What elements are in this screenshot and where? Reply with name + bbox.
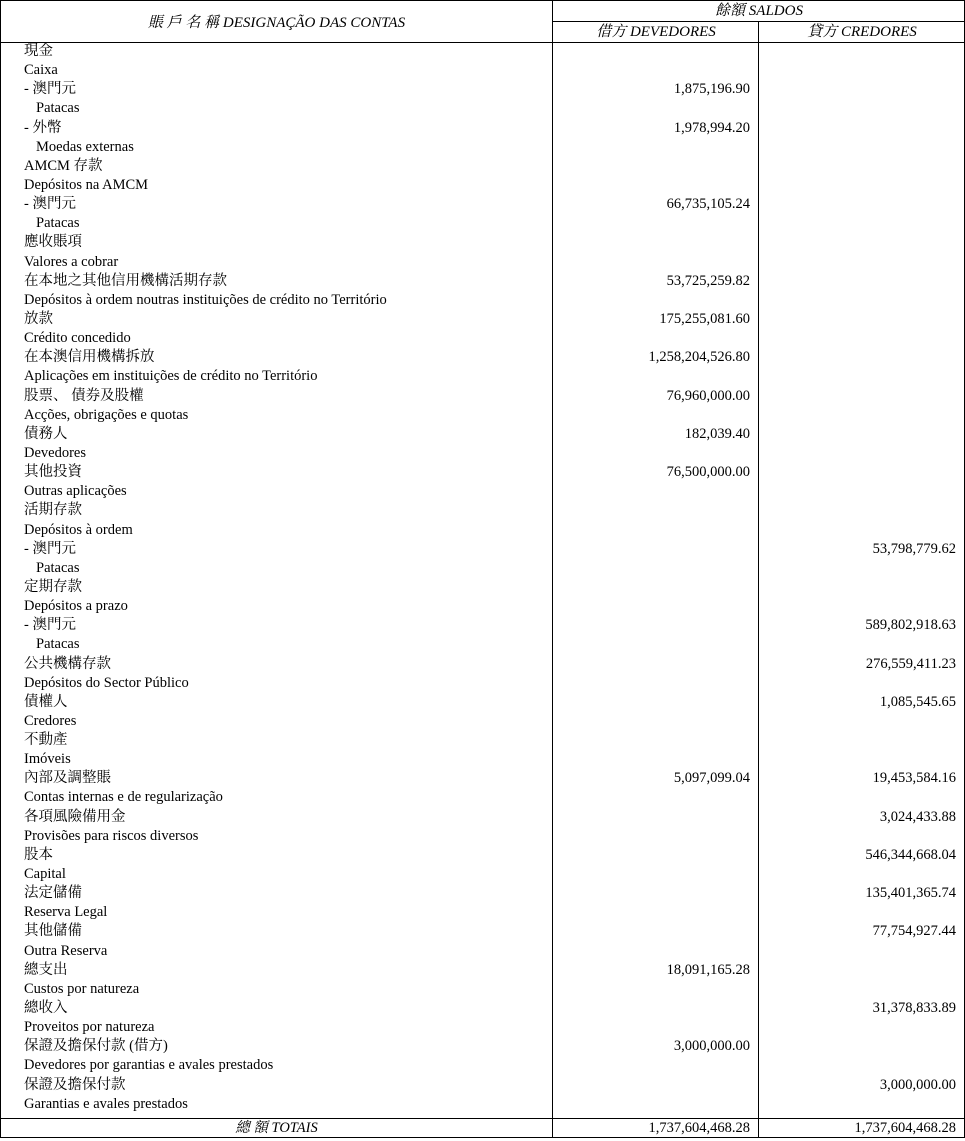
table-row [1, 501, 964, 520]
credores-value: 546,344,668.04 [865, 846, 956, 863]
account-label: 總支出 [24, 961, 68, 978]
table-row [1, 616, 964, 635]
credores-value: 3,024,433.88 [879, 808, 956, 825]
table-row [1, 329, 964, 348]
table-row [1, 42, 964, 61]
account-label: Imóveis [24, 751, 71, 768]
credores-value: 31,378,833.89 [872, 1000, 956, 1017]
account-label: 股票、 債券及股權 [24, 387, 144, 404]
devedores-value: 53,725,259.82 [666, 272, 750, 289]
account-label: Patacas [36, 215, 80, 232]
table-row [1, 521, 964, 540]
account-label: 活期存款 [24, 502, 82, 519]
table-row [1, 540, 964, 559]
table-row [1, 712, 964, 731]
table-row [1, 731, 964, 750]
table-row [1, 865, 964, 884]
devedores-value: 1,258,204,526.80 [648, 349, 750, 366]
table-row [1, 808, 964, 827]
totals-credores: 1,737,604,468.28 [854, 1120, 956, 1136]
account-label: - 澳門元 [24, 196, 76, 213]
account-label: Crédito concedido [24, 330, 131, 347]
table-body [1, 42, 964, 1114]
credores-value: 1,085,545.65 [879, 693, 956, 710]
devedores-value: 66,735,105.24 [666, 196, 750, 213]
totals-label: 總 額 TOTAIS [235, 1120, 318, 1136]
totals-devedores: 1,737,604,468.28 [648, 1120, 750, 1136]
table-row [1, 999, 964, 1018]
table-row [1, 750, 964, 769]
table-row [1, 846, 964, 865]
table-row [1, 597, 964, 616]
designation-header: 賬 戶 名 稱 DESIGNAÇÃO DAS CONTAS [147, 15, 406, 31]
table-row [1, 1037, 964, 1056]
account-label: 債權人 [24, 693, 68, 710]
account-label: Depósitos do Sector Público [24, 674, 189, 691]
account-label: Caixa [24, 62, 58, 79]
table-header [1, 1, 964, 43]
account-label: Depósitos à ordem noutras instituições de crédito no Território [24, 291, 387, 308]
account-label: 其他投資 [24, 464, 82, 481]
table-row [1, 157, 964, 176]
table-row [1, 253, 964, 272]
devedores-value: 76,500,000.00 [666, 464, 750, 481]
table-row [1, 387, 964, 406]
account-label: Outra Reserva [24, 942, 108, 959]
account-label: Garantias e avales prestados [24, 1095, 188, 1112]
account-label: Outras aplicações [24, 483, 127, 500]
table-row [1, 61, 964, 80]
table-row [1, 233, 964, 252]
table-row [1, 827, 964, 846]
account-label: 應收賬項 [24, 234, 82, 251]
table-row [1, 463, 964, 482]
table-row [1, 674, 964, 693]
table-row [1, 559, 964, 578]
account-label: Contas internas e de regularização [24, 789, 223, 806]
account-label: 放款 [24, 310, 53, 327]
table-row [1, 693, 964, 712]
table-row [1, 444, 964, 463]
account-label: Reserva Legal [24, 904, 108, 921]
account-label: 內部及調整賬 [24, 770, 111, 787]
devedores-value: 175,255,081.60 [659, 310, 750, 327]
account-label: Moedas externas [36, 138, 134, 155]
table-row [1, 961, 964, 980]
account-label: 保證及擔保付款 [24, 1076, 126, 1093]
account-label: 債務人 [24, 425, 68, 442]
table-row [1, 214, 964, 233]
account-label: 在本地之其他信用機構活期存款 [24, 272, 227, 289]
table-row [1, 80, 964, 99]
account-label: Devedores [24, 444, 87, 461]
table-row [1, 980, 964, 999]
account-label: AMCM 存款 [24, 157, 103, 174]
table-row [1, 176, 964, 195]
table-row [1, 1095, 964, 1114]
table-row [1, 1056, 964, 1075]
devedores-value: 5,097,099.04 [673, 770, 750, 787]
account-label: 股本 [24, 846, 53, 863]
account-label: Aplicações em instituições de crédito no Território [24, 368, 318, 385]
account-label: - 澳門元 [24, 617, 76, 634]
account-label: Devedores por garantias e avales prestados [24, 1057, 274, 1074]
devedores-value: 1,978,994.20 [673, 119, 750, 136]
saldos-header: 餘額 SALDOS [552, 1, 965, 22]
table-row [1, 769, 964, 788]
devedores-value: 1,875,196.90 [673, 81, 750, 98]
devedores-header: 借方 DEVEDORES [552, 22, 759, 42]
table-row [1, 138, 964, 157]
account-label: Patacas [36, 636, 80, 653]
credores-value: 3,000,000.00 [879, 1076, 956, 1093]
table-row [1, 578, 964, 597]
account-label: 其他儲備 [24, 923, 82, 940]
table-row [1, 635, 964, 654]
credores-value: 589,802,918.63 [865, 617, 956, 634]
devedores-value: 182,039.40 [684, 425, 750, 442]
devedores-value: 3,000,000.00 [673, 1038, 750, 1055]
credores-value: 77,754,927.44 [872, 923, 956, 940]
credores-value: 135,401,365.74 [865, 885, 956, 902]
table-row [1, 922, 964, 941]
account-label: 定期存款 [24, 578, 82, 595]
credores-value: 19,453,584.16 [872, 770, 956, 787]
table-row [1, 99, 964, 118]
table-row [1, 788, 964, 807]
account-label: 在本澳信用機構拆放 [24, 349, 155, 366]
account-label: 公共機構存款 [24, 655, 111, 672]
table-row [1, 348, 964, 367]
table-row [1, 367, 964, 386]
account-label: 法定儲備 [24, 885, 82, 902]
account-label: Patacas [36, 559, 80, 576]
account-label: Provisões para riscos diversos [24, 827, 199, 844]
account-label: Valores a cobrar [24, 253, 119, 270]
table-row [1, 291, 964, 310]
account-label: Depósitos na AMCM [24, 176, 149, 193]
account-label: 各項風險備用金 [24, 808, 126, 825]
table-row [1, 903, 964, 922]
table-row [1, 425, 964, 444]
credores-value: 53,798,779.62 [872, 540, 956, 557]
devedores-value: 18,091,165.28 [666, 961, 750, 978]
table-row [1, 482, 964, 501]
account-label: Custos por natureza [24, 980, 140, 997]
account-label: Depósitos à ordem [24, 521, 133, 538]
table-row [1, 655, 964, 674]
table-row [1, 942, 964, 961]
table-row [1, 884, 964, 903]
account-label: 總收入 [24, 1000, 68, 1017]
account-label: 現金 [24, 43, 53, 59]
totals-row [1, 1118, 964, 1138]
table-row [1, 119, 964, 138]
account-label: Patacas [36, 100, 80, 117]
account-label: 保證及擔保付款 (借方) [24, 1038, 168, 1055]
table-row [1, 195, 964, 214]
table-row [1, 272, 964, 291]
account-label: - 外幣 [24, 119, 62, 136]
account-label: - 澳門元 [24, 81, 76, 98]
credores-value: 276,559,411.23 [865, 655, 956, 672]
account-label: 不動產 [24, 732, 68, 749]
table-row [1, 1018, 964, 1037]
account-label: Credores [24, 712, 77, 729]
account-label: Capital [24, 866, 66, 883]
table-row [1, 310, 964, 329]
table-row [1, 1076, 964, 1095]
table-row [1, 406, 964, 425]
credores-header: 貸方 CREDORES [758, 22, 965, 42]
devedores-value: 76,960,000.00 [666, 387, 750, 404]
account-label: - 澳門元 [24, 540, 76, 557]
account-label: Acções, obrigações e quotas [24, 406, 189, 423]
account-label: Depósitos a prazo [24, 598, 128, 615]
account-label: Proveitos por natureza [24, 1019, 155, 1036]
